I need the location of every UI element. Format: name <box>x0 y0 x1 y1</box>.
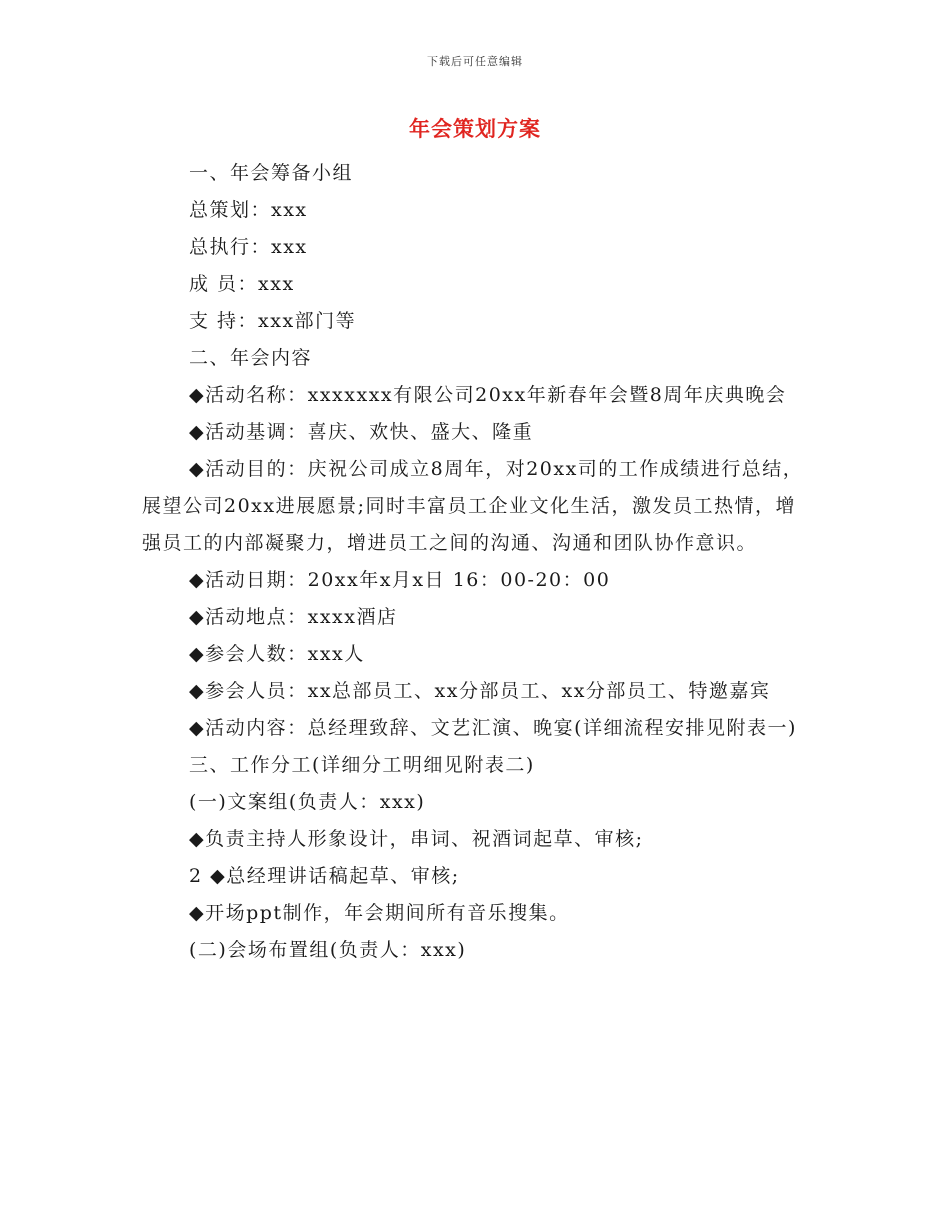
paragraph: 总执行：xxx <box>189 236 308 258</box>
paragraph: ◆活动基调：喜庆、欢快、盛大、隆重 <box>189 421 534 443</box>
paragraph: 支 持：xxx部门等 <box>189 310 357 332</box>
section-heading-2: 二、年会内容 <box>189 347 313 369</box>
header-note: 下载后可任意编辑 <box>427 55 523 68</box>
paragraph: ◆参会人员：xx总部员工、xx分部员工、xx分部员工、特邀嘉宾 <box>189 680 771 702</box>
paragraph: ◆开场ppt制作，年会期间所有音乐搜集。 <box>189 902 570 924</box>
paragraph: 总策划：xxx <box>189 199 308 221</box>
section-heading-3: 三、工作分工(详细分工明细见附表二) <box>189 754 535 776</box>
subsection-heading: (一)文案组(负责人：xxx) <box>189 791 426 813</box>
subsection-heading: (二)会场布置组(负责人：xxx) <box>189 939 467 961</box>
section-heading-1: 一、年会筹备小组 <box>189 162 354 184</box>
paragraph: ◆参会人数：xxx人 <box>189 643 365 665</box>
document-title: 年会策划方案 <box>409 116 541 141</box>
paragraph: ◆活动地点：xxxx酒店 <box>189 606 398 628</box>
paragraph: ◆活动日期：20xx年x月x日 16：00-20：00 <box>189 569 611 591</box>
paragraph: 2 ◆总经理讲话稿起草、审核; <box>189 865 460 887</box>
document-body <box>142 155 810 969</box>
paragraph: ◆活动内容：总经理致辞、文艺汇演、晚宴(详细流程安排见附表一) <box>189 717 797 739</box>
paragraph: ◆活动名称：xxxxxxx有限公司20xx年新春年会暨8周年庆典晚会 <box>189 384 787 406</box>
paragraph: ◆活动目的：庆祝公司成立8周年，对20xx司的工作成绩进行总结，展望公司20xx进展愿景;同时丰富员工企业文化生活，激发员工热情，增强员工的内部凝聚力，增进员工之间的沟通、沟通和团队协作意识。 <box>142 458 804 554</box>
paragraph: 成 员：xxx <box>189 273 295 295</box>
paragraph: ◆负责主持人形象设计，串词、祝酒词起草、审核; <box>189 828 644 850</box>
